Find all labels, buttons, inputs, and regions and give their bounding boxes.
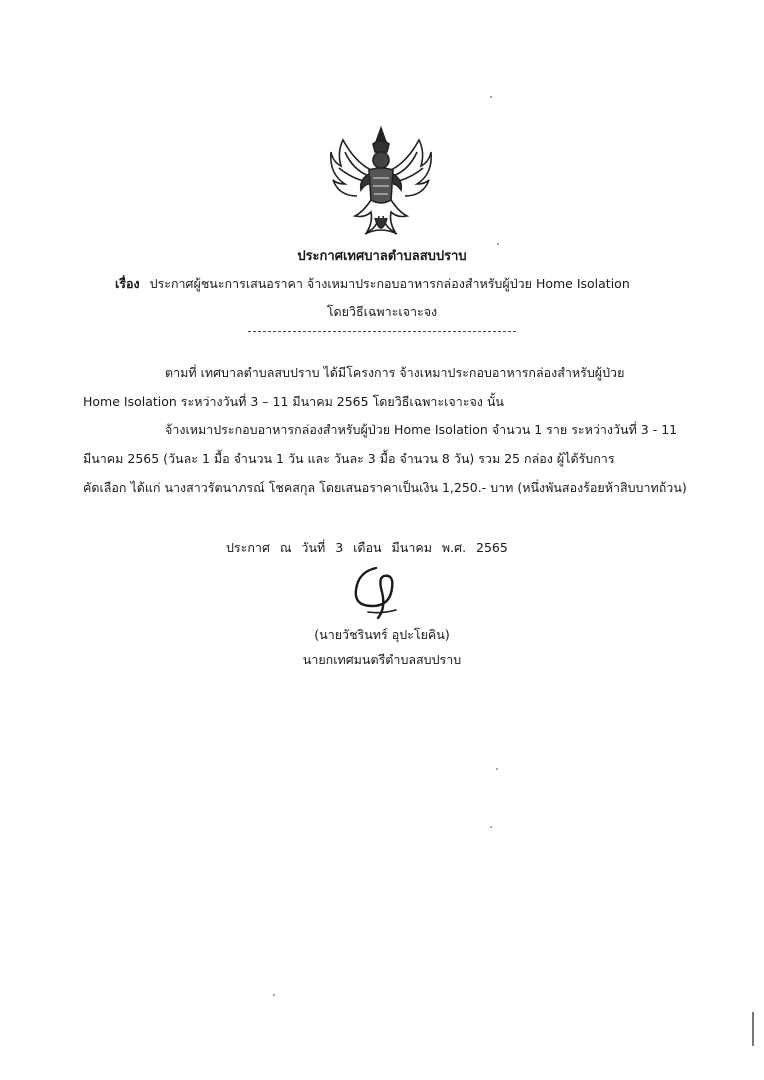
paragraph-2-line-1: จ้างเหมาประกอบอาหารกล่องสำหรับผู้ป่วย Home Isolation จำนวน 1 ราย ระหว่างวันที่ 3 - 11 (165, 422, 678, 437)
garuda-emblem-icon (325, 122, 437, 242)
paragraph-2-line-2: มีนาคม 2565 (วันละ 1 มื้อ จำนวน 1 วัน และ วันละ 3 มื้อ จำนวน 8 วัน) รวม 25 กล่อง ผู้ได้รับการ (83, 451, 615, 466)
scan-speck (273, 994, 275, 996)
paragraph-1-line-1: ตามที่ เทศบาลตำบลสบปราบ ได้มีโครงการ จ้างเหมาประกอบอาหารกล่องสำหรับผู้ป่วย (165, 365, 625, 380)
paragraph-1-line-2: Home Isolation ระหว่างวันที่ 3 – 11 มีนาคม 2565 โดยวิธีเฉพาะเจาะจง นั้น (83, 394, 504, 409)
subject-label: เรื่อง (115, 276, 140, 291)
scan-edge-mark (752, 1012, 754, 1046)
scan-speck (490, 826, 492, 828)
announcement-date: ประกาศ ณ วันที่ 3 เดือน มีนาคม พ.ศ. 2565 (226, 540, 508, 555)
paragraph-2 (83, 415, 695, 502)
paragraph-2-line-3: คัดเลือก ได้แก่ นางสาวรัตนาภรณ์ โชคสกุล โดยเสนอราคาเป็นเงิน 1,250.- บาท (หนึ่งพันสองร้อยห้าสิบบาทถ้วน) (83, 480, 687, 495)
divider-line (248, 331, 516, 332)
signer-position: นายกเทศมนตรีตำบลสบปราบ (302, 652, 462, 667)
document-title: ประกาศเทศบาลตำบลสบปราบ (297, 249, 467, 264)
paragraph-1 (83, 358, 695, 416)
subject-text: ประกาศผู้ชนะการเสนอราคา จ้างเหมาประกอบอาหารกล่องสำหรับผู้ป่วย Home Isolation (149, 276, 630, 291)
handwritten-signature (338, 562, 420, 622)
scan-speck (490, 96, 492, 98)
scan-speck (496, 768, 498, 770)
procurement-method: โดยวิธีเฉพาะเจาะจง (326, 304, 438, 319)
scan-speck (497, 243, 499, 245)
signer-name: (นายวัชรินทร์ อุปะโยคิน) (314, 627, 450, 642)
subject-line (115, 274, 630, 294)
